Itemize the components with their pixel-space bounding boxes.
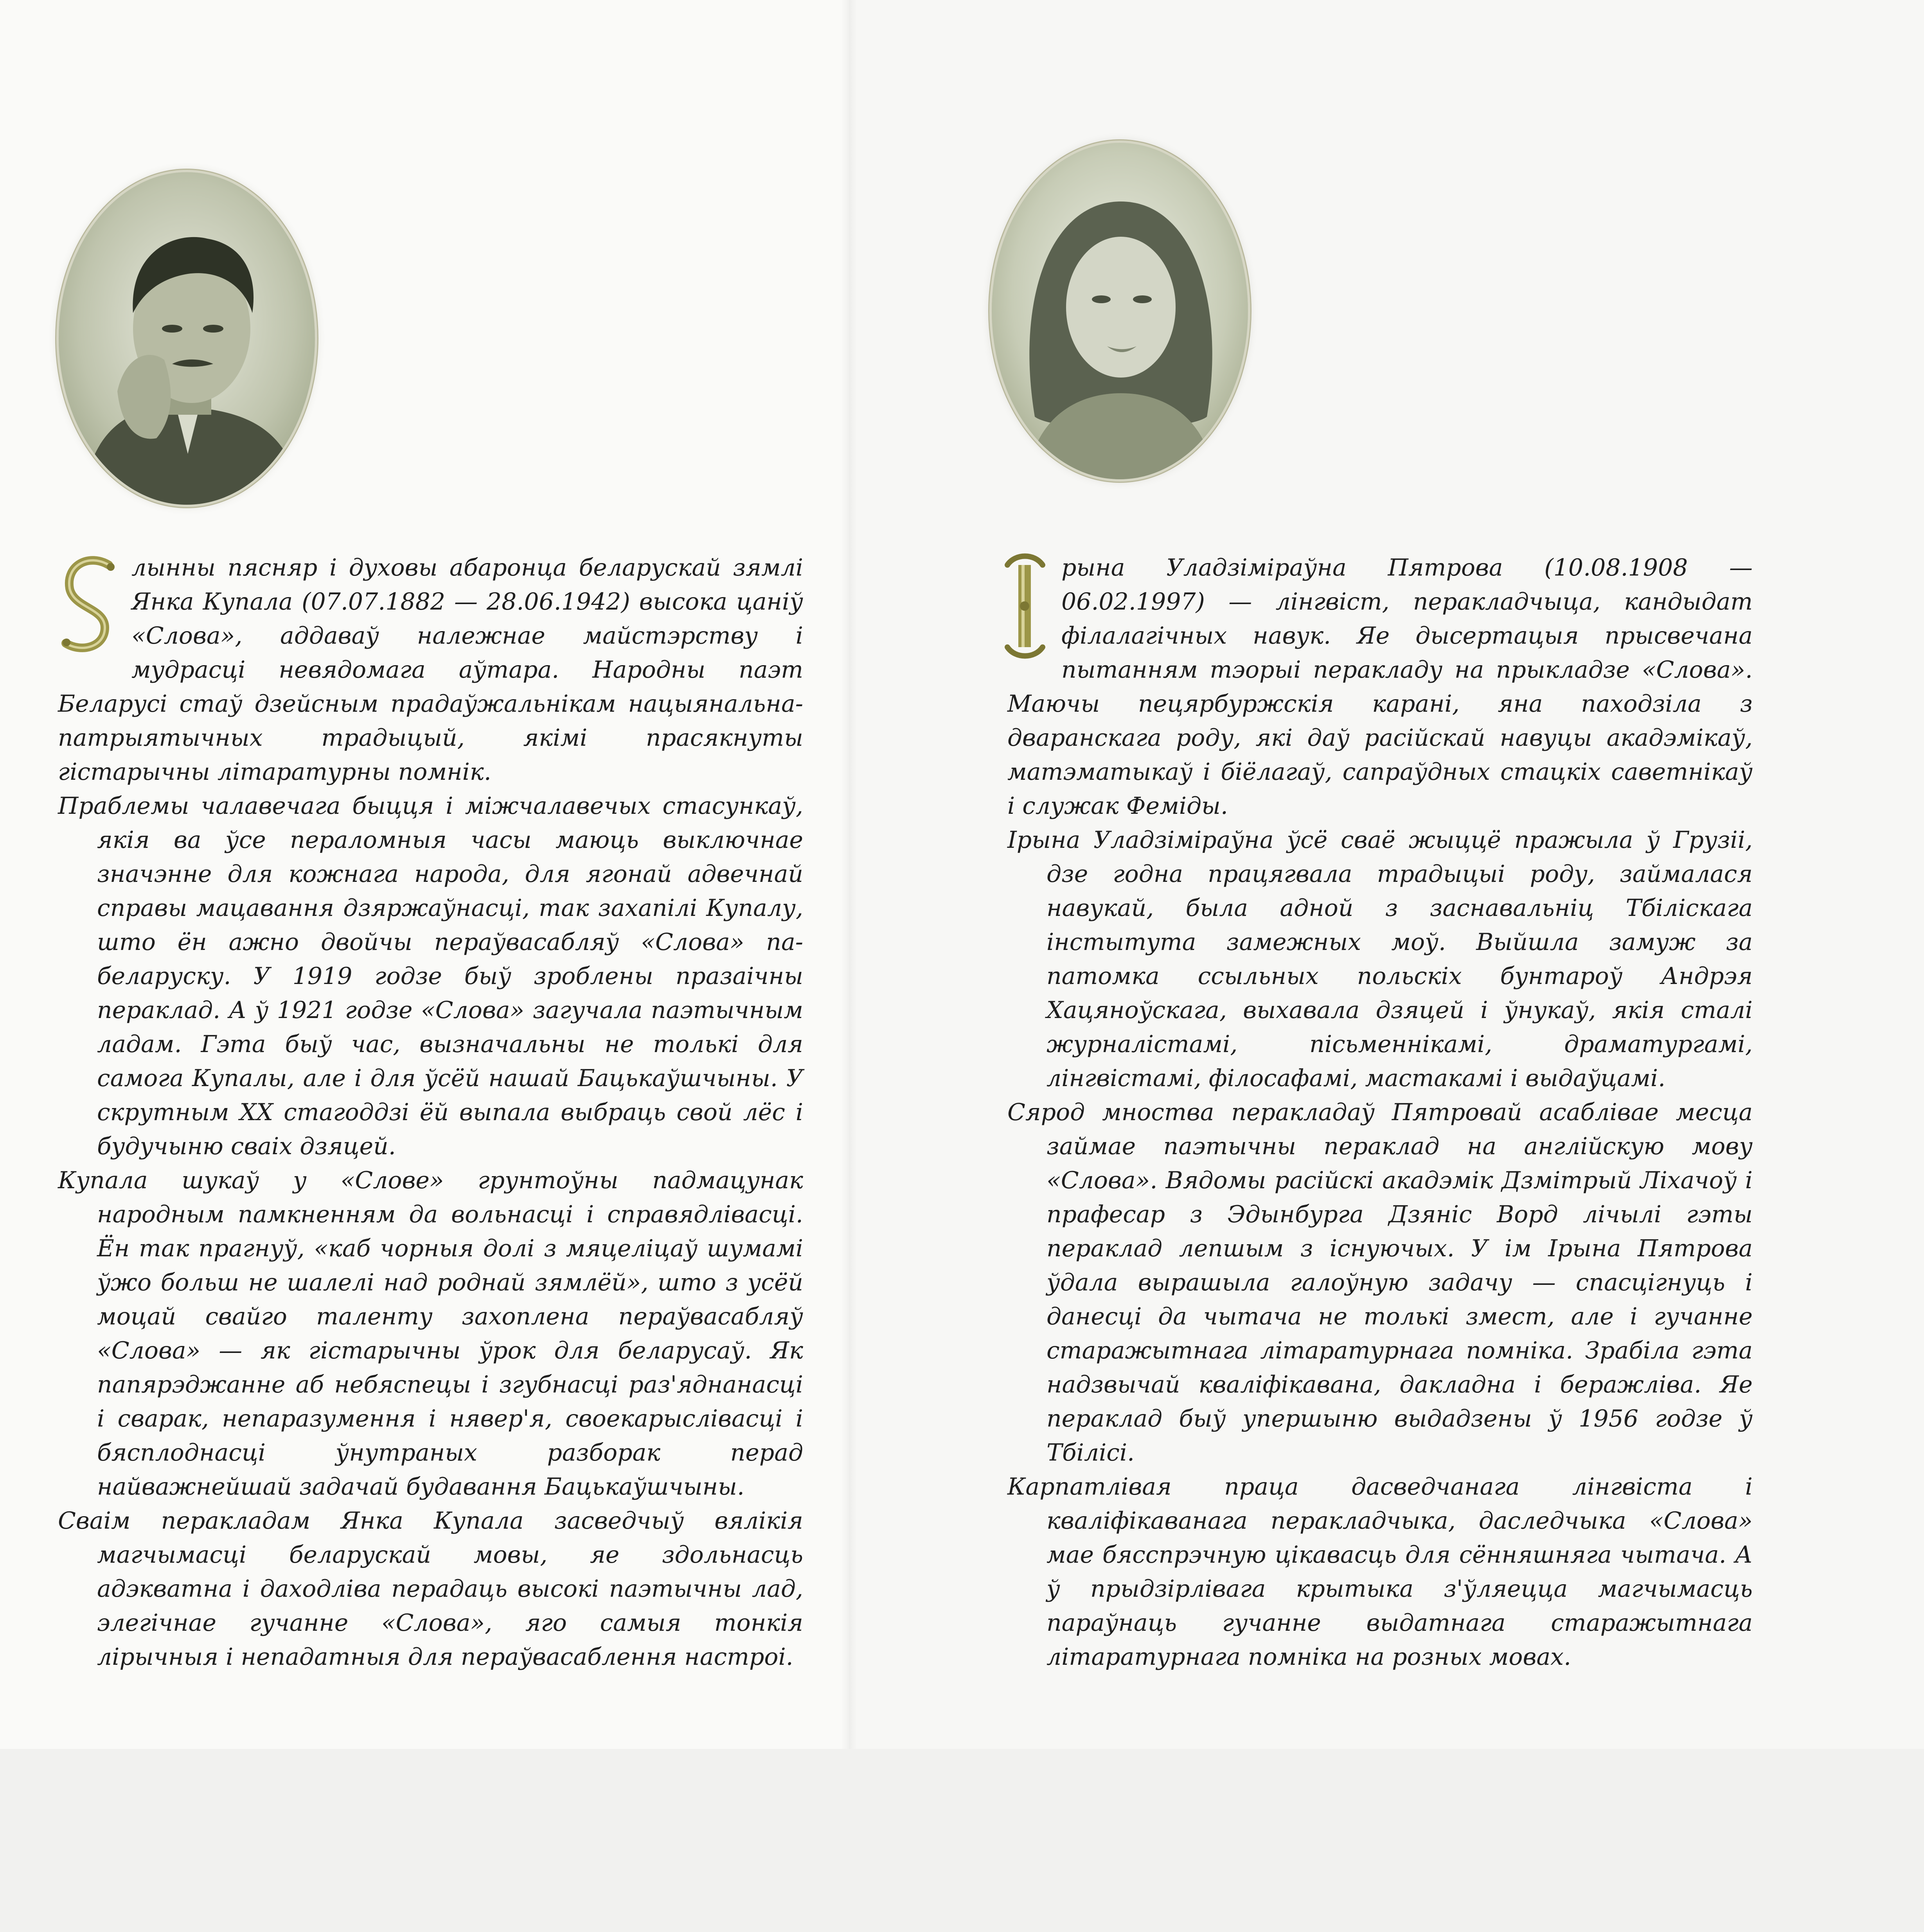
paragraph: Ірына Уладзіміраўна ўсё сваё жыццё пражыла ў Грузіі, дзе годна працягвала традыцыі роду, займалася навукай, была адной з заснавальніц Тбіліскага інстытута замежных моў. Выйшла замуж за патомка ссыльных польскіх бунтароў Андрэя Хацяноўскага, выхавала дзяцей і ўнукаў, якія сталі журналістамі, пісьменнікамі, драматургамі, лінгвістамі, філосафамі, мастакамі і выдаўцамі. (1007, 826, 1753, 1092)
dropcap-s-ornament-icon (58, 549, 120, 659)
paragraph: Купала шукаў у «Слове» грунтоўны падмацунак народным памкненням да вольнасці і справядлівасці. Ён так прагнуў, «каб чорныя долі з мяцеліцаў шумамі ўжо больш не шалелі над роднай зямлёй», што з усёй моцай свайго таленту захоплена пераўвасабляў «Слова» — як гістарычны ўрок для беларусаў. Як папярэджанне аб небяспецы і згубнасці раз'яднанасці і сварак, непаразумення і нявер'я, своекарыслівасці і бясплоднасці ўнутраных разборак перад найважнейшай задачай будавання Бацькаўшчыны. (58, 1167, 803, 1500)
paragraph: Праблемы чалавечага быцця і міжчалавечых стасункаў, якія ва ўсе пераломныя часы маюць выключнае значэнне для кожнага народа, для ягонай адвечнай справы мацавання дзяржаўнасці, так захапілі Купалу, што ён ажно двойчы пераўвасабляў «Слова» па-беларуску. У 1919 годзе быў зроблены празаічны пераклад. А ў 1921 годзе «Слова» загучала паэтычным ладам. Гэта быў час, вызначальны не толькі для самога Купалы, але і для ўсёй нашай Бацькаўшчыны. У скрутным XX стагоддзі ёй выпала выбраць свой лёс і будучыню сваіх дзяцей. (58, 792, 803, 1160)
portrait-man-icon (59, 172, 315, 505)
paragraph: рына Уладзіміраўна Пятрова (10.08.1908 — 06.02.1997) — лінгвіст, перакладчыца, кандыдат філалагічных навук. Яе дысертацыя прысвечана пытанням тэорыі перакладу на прыкладзе «Слова». Маючы пецярбуржскія карані, яна паходзіла з дваранскага роду, які даў расійскай навуцы акадэмікаў, матэматыкаў і біёлагаў, сапраўдных стацкіх саветнікаў і служак Феміды. (1007, 554, 1753, 820)
paragraph: Сярод мноства перакладаў Пятровай асаблівае месца займае паэтычны пераклад на англійскую мову «Слова». Вядомы расійскі акадэмік Дзмітрый Ліхачоў і прафесар з Эдынбурга Дзяніс Ворд лічылі гэты пераклад лепшым з існуючых. У ім Ірына Пятрова ўдала вырашыла галоўную задачу — спасцігнуць і данесці да чытача не толькі змест, але і гучанне старажытнага літаратурнага помніка. Зрабіла гэта надзвычай кваліфікавана, дакладна і беражліва. Яе пераклад быў упершыню выдадзены ў 1956 годзе ў Тбілісі. (1007, 1099, 1753, 1466)
paragraph: лынны пясняр і духовы абаронца беларускай зямлі Янка Купала (07.07.1882 — 28.06.1942) высока цаніў «Слова», аддаваў належнае майстэрству і мудрасці невядомага аўтара. Народны паэт Беларусі стаў дзейсным прадаўжальнікам нацыянальна-патрыятычных традыцый, якімі прасякнуты гістарычны літаратурны помнік. (58, 554, 803, 786)
dropcap-i-ornament-icon (1000, 549, 1050, 663)
scan-margin (0, 1749, 1924, 1932)
paragraph: Сваім перакладам Янка Купала засведчыў вялікія магчымасці беларускай мовы, яе здольнасць адэкватна і даходліва перадаць высокі паэтычны лад, элегічнае гучанне «Слова», яго самыя тонкія лірычныя і непадатныя для пераўвасаблення настроі. (58, 1507, 803, 1671)
portrait-woman-icon (992, 143, 1248, 479)
left-text-column (58, 551, 803, 1674)
right-text-column (1007, 551, 1753, 1674)
paragraph: Карпатлівая праца дасведчанага лінгвіста і кваліфікаванага перакладчыка, даследчыка «Слова» мае бясспрэчную цікавасць для сённяшняга чытача. А ў прыдзірлівага крытыка з'ўляецца магчымасць параўнаць гучанне выдатнага старажытнага літаратурнага помніка на розных мовах. (1007, 1473, 1753, 1671)
book-gutter (841, 0, 857, 1932)
